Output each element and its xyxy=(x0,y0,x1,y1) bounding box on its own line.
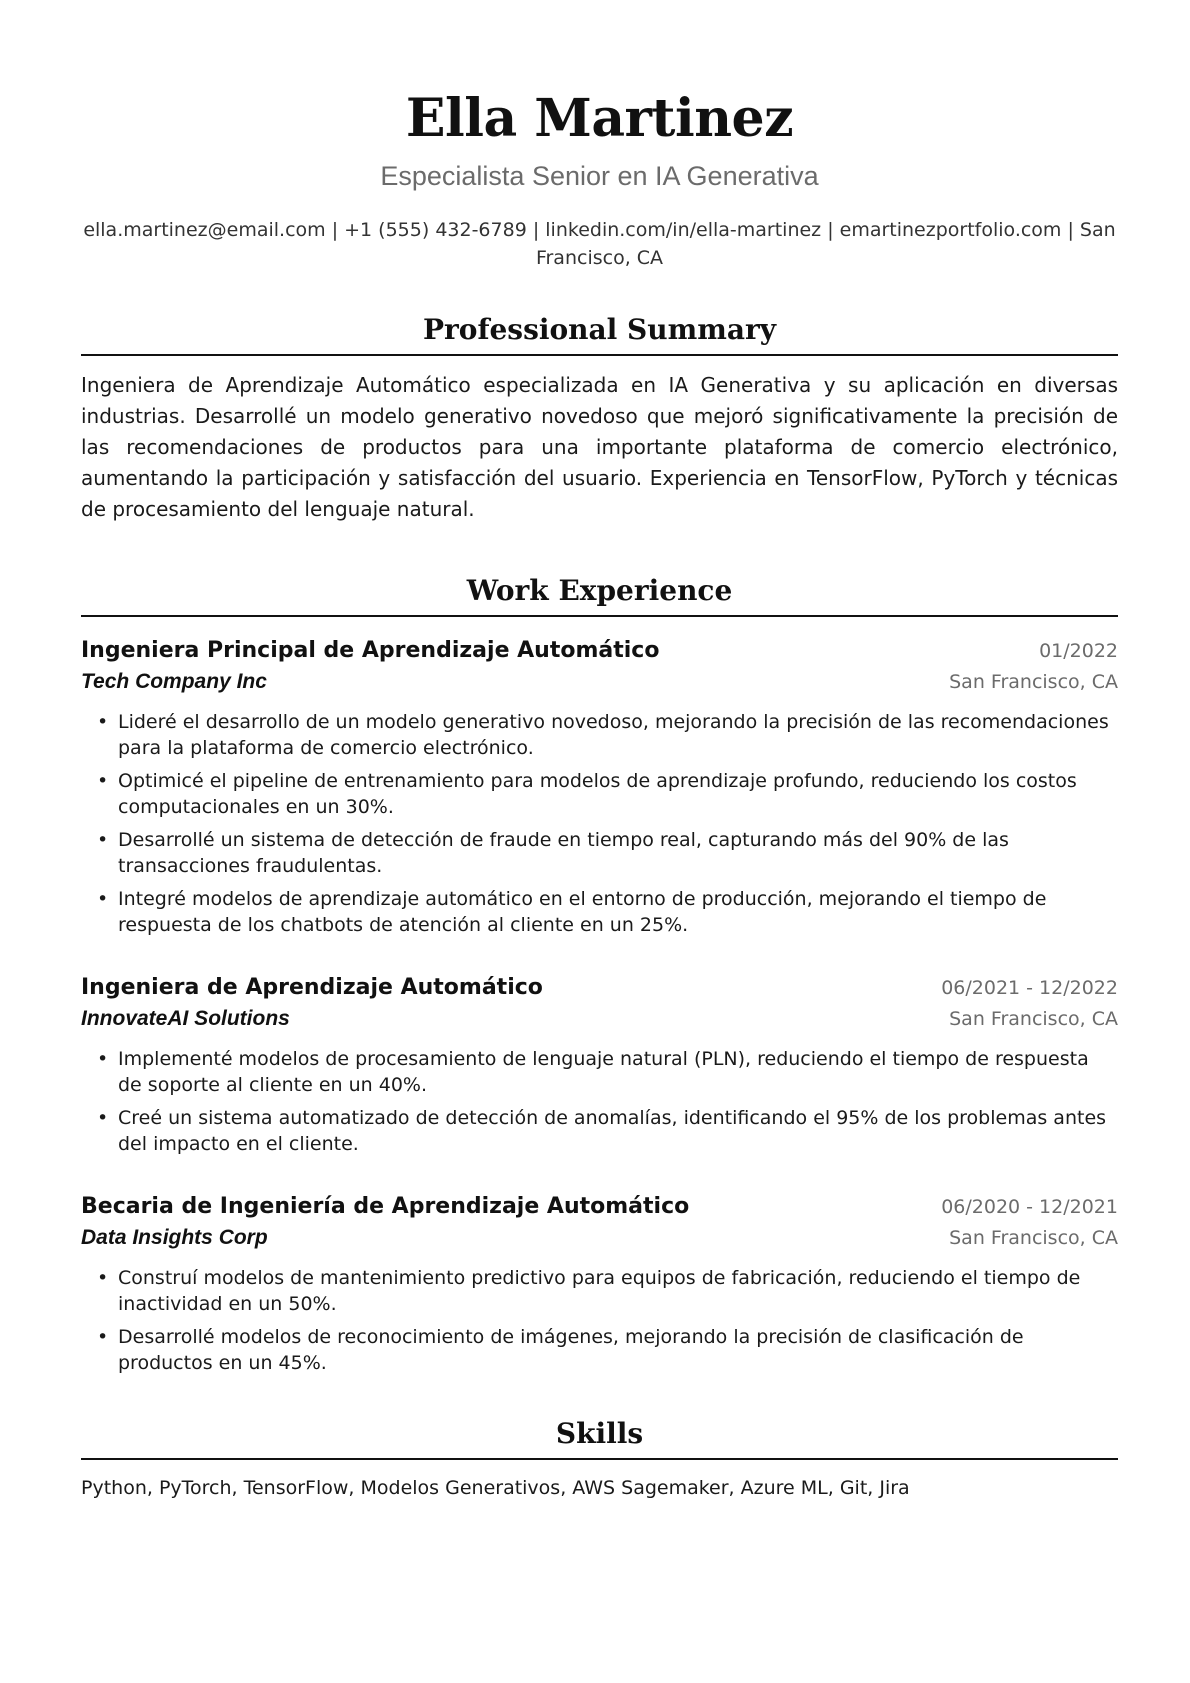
job-dates: 06/2021 - 12/2022 xyxy=(941,977,1118,999)
job-bullets xyxy=(81,1046,1118,1157)
summary-heading: Professional Summary xyxy=(81,312,1118,356)
bullet-text: Construí modelos de mantenimiento predictivo para equipos de fabricación, reduciendo el tiempo de inactividad en un 50%. xyxy=(118,1267,1081,1315)
bullet-item xyxy=(81,768,1118,820)
bullet-item xyxy=(81,1324,1118,1376)
bullet-icon: • xyxy=(97,770,109,792)
bullet-icon: • xyxy=(97,888,109,910)
bullet-text: Implementé modelos de procesamiento de lenguaje natural (PLN), reduciendo el tiempo de respuesta de soporte al cliente en un 40%. xyxy=(118,1048,1089,1096)
job-location: San Francisco, CA xyxy=(949,671,1118,693)
company-name: Tech Company Inc xyxy=(81,670,267,693)
job-location: San Francisco, CA xyxy=(949,1227,1118,1249)
bullet-icon: • xyxy=(97,711,109,733)
job-entry xyxy=(81,635,1118,938)
job-bullets xyxy=(81,1265,1118,1376)
bullet-icon: • xyxy=(97,1326,109,1348)
job-title: Becaria de Ingeniería de Aprendizaje Automático xyxy=(81,1194,690,1219)
skills-section xyxy=(81,1416,1118,1502)
bullet-text: Creé un sistema automatizado de detección de anomalías, identificando el 95% de los problemas antes del impacto en el cliente. xyxy=(118,1107,1107,1155)
resume-page xyxy=(81,0,1118,1502)
bullet-text: Desarrollé un sistema de detección de fraude en tiempo real, capturando más del 90% de las transacciones fraudulentas. xyxy=(118,829,1009,877)
skills-text: Python, PyTorch, TensorFlow, Modelos Generativos, AWS Sagemaker, Azure ML, Git, Jira xyxy=(81,1477,910,1499)
job-bullets xyxy=(81,709,1118,938)
candidate-title: Especialista Senior en IA Generativa xyxy=(380,161,819,191)
summary-text: Ingeniera de Aprendizaje Automático especializada en IA Generativa y su aplicación en diversas industrias. Desarrollé un modelo generativo novedoso que mejoró significativamente la precisión de las recomendaciones de productos para una importante plataforma de comercio electrónico, aumentando la participación y satisfacción del usuario. Experiencia en TensorFlow, PyTorch y técnicas de procesamiento del lenguaje natural. xyxy=(81,373,1118,521)
job-title: Ingeniera Principal de Aprendizaje Automático xyxy=(81,638,660,663)
work-experience-heading: Work Experience xyxy=(81,573,1118,617)
bullet-item xyxy=(81,1265,1118,1317)
candidate-name: Ella Martinez xyxy=(405,88,794,149)
bullet-item xyxy=(81,827,1118,879)
work-experience-section xyxy=(81,573,1118,1376)
bullet-text: Desarrollé modelos de reconocimiento de imágenes, mejorando la precisión de clasificación de productos en un 45%. xyxy=(118,1326,1024,1374)
company-name: InnovateAI Solutions xyxy=(81,1007,290,1030)
bullet-text: Lideré el desarrollo de un modelo generativo novedoso, mejorando la precisión de las recomendaciones para la plataforma de comercio electrónico. xyxy=(118,711,1109,759)
contact-line: ella.martinez@email.com | +1 (555) 432-6789 | linkedin.com/in/ella-martinez | emartinezportfolio.com | San Francisco, CA xyxy=(83,219,1116,269)
bullet-item xyxy=(81,1105,1118,1157)
bullet-text: Optimicé el pipeline de entrenamiento para modelos de aprendizaje profundo, reduciendo los costos computacionales en un 30%. xyxy=(118,770,1077,818)
job-entry xyxy=(81,972,1118,1157)
job-dates: 01/2022 xyxy=(1039,640,1118,662)
summary-section xyxy=(81,312,1118,525)
bullet-icon: • xyxy=(97,1107,109,1129)
company-name: Data Insights Corp xyxy=(81,1226,268,1249)
bullet-item xyxy=(81,709,1118,761)
bullet-icon: • xyxy=(97,1048,109,1070)
bullet-icon: • xyxy=(97,1267,109,1289)
job-dates: 06/2020 - 12/2021 xyxy=(941,1196,1118,1218)
bullet-text: Integré modelos de aprendizaje automático en el entorno de producción, mejorando el tiempo de respuesta de los chatbots de atención al cliente en un 25%. xyxy=(118,888,1047,936)
skills-heading: Skills xyxy=(81,1416,1118,1460)
job-title: Ingeniera de Aprendizaje Automático xyxy=(81,975,543,1000)
bullet-icon: • xyxy=(97,829,109,851)
job-entry xyxy=(81,1191,1118,1376)
bullet-item xyxy=(81,1046,1118,1098)
job-location: San Francisco, CA xyxy=(949,1008,1118,1030)
bullet-item xyxy=(81,886,1118,938)
